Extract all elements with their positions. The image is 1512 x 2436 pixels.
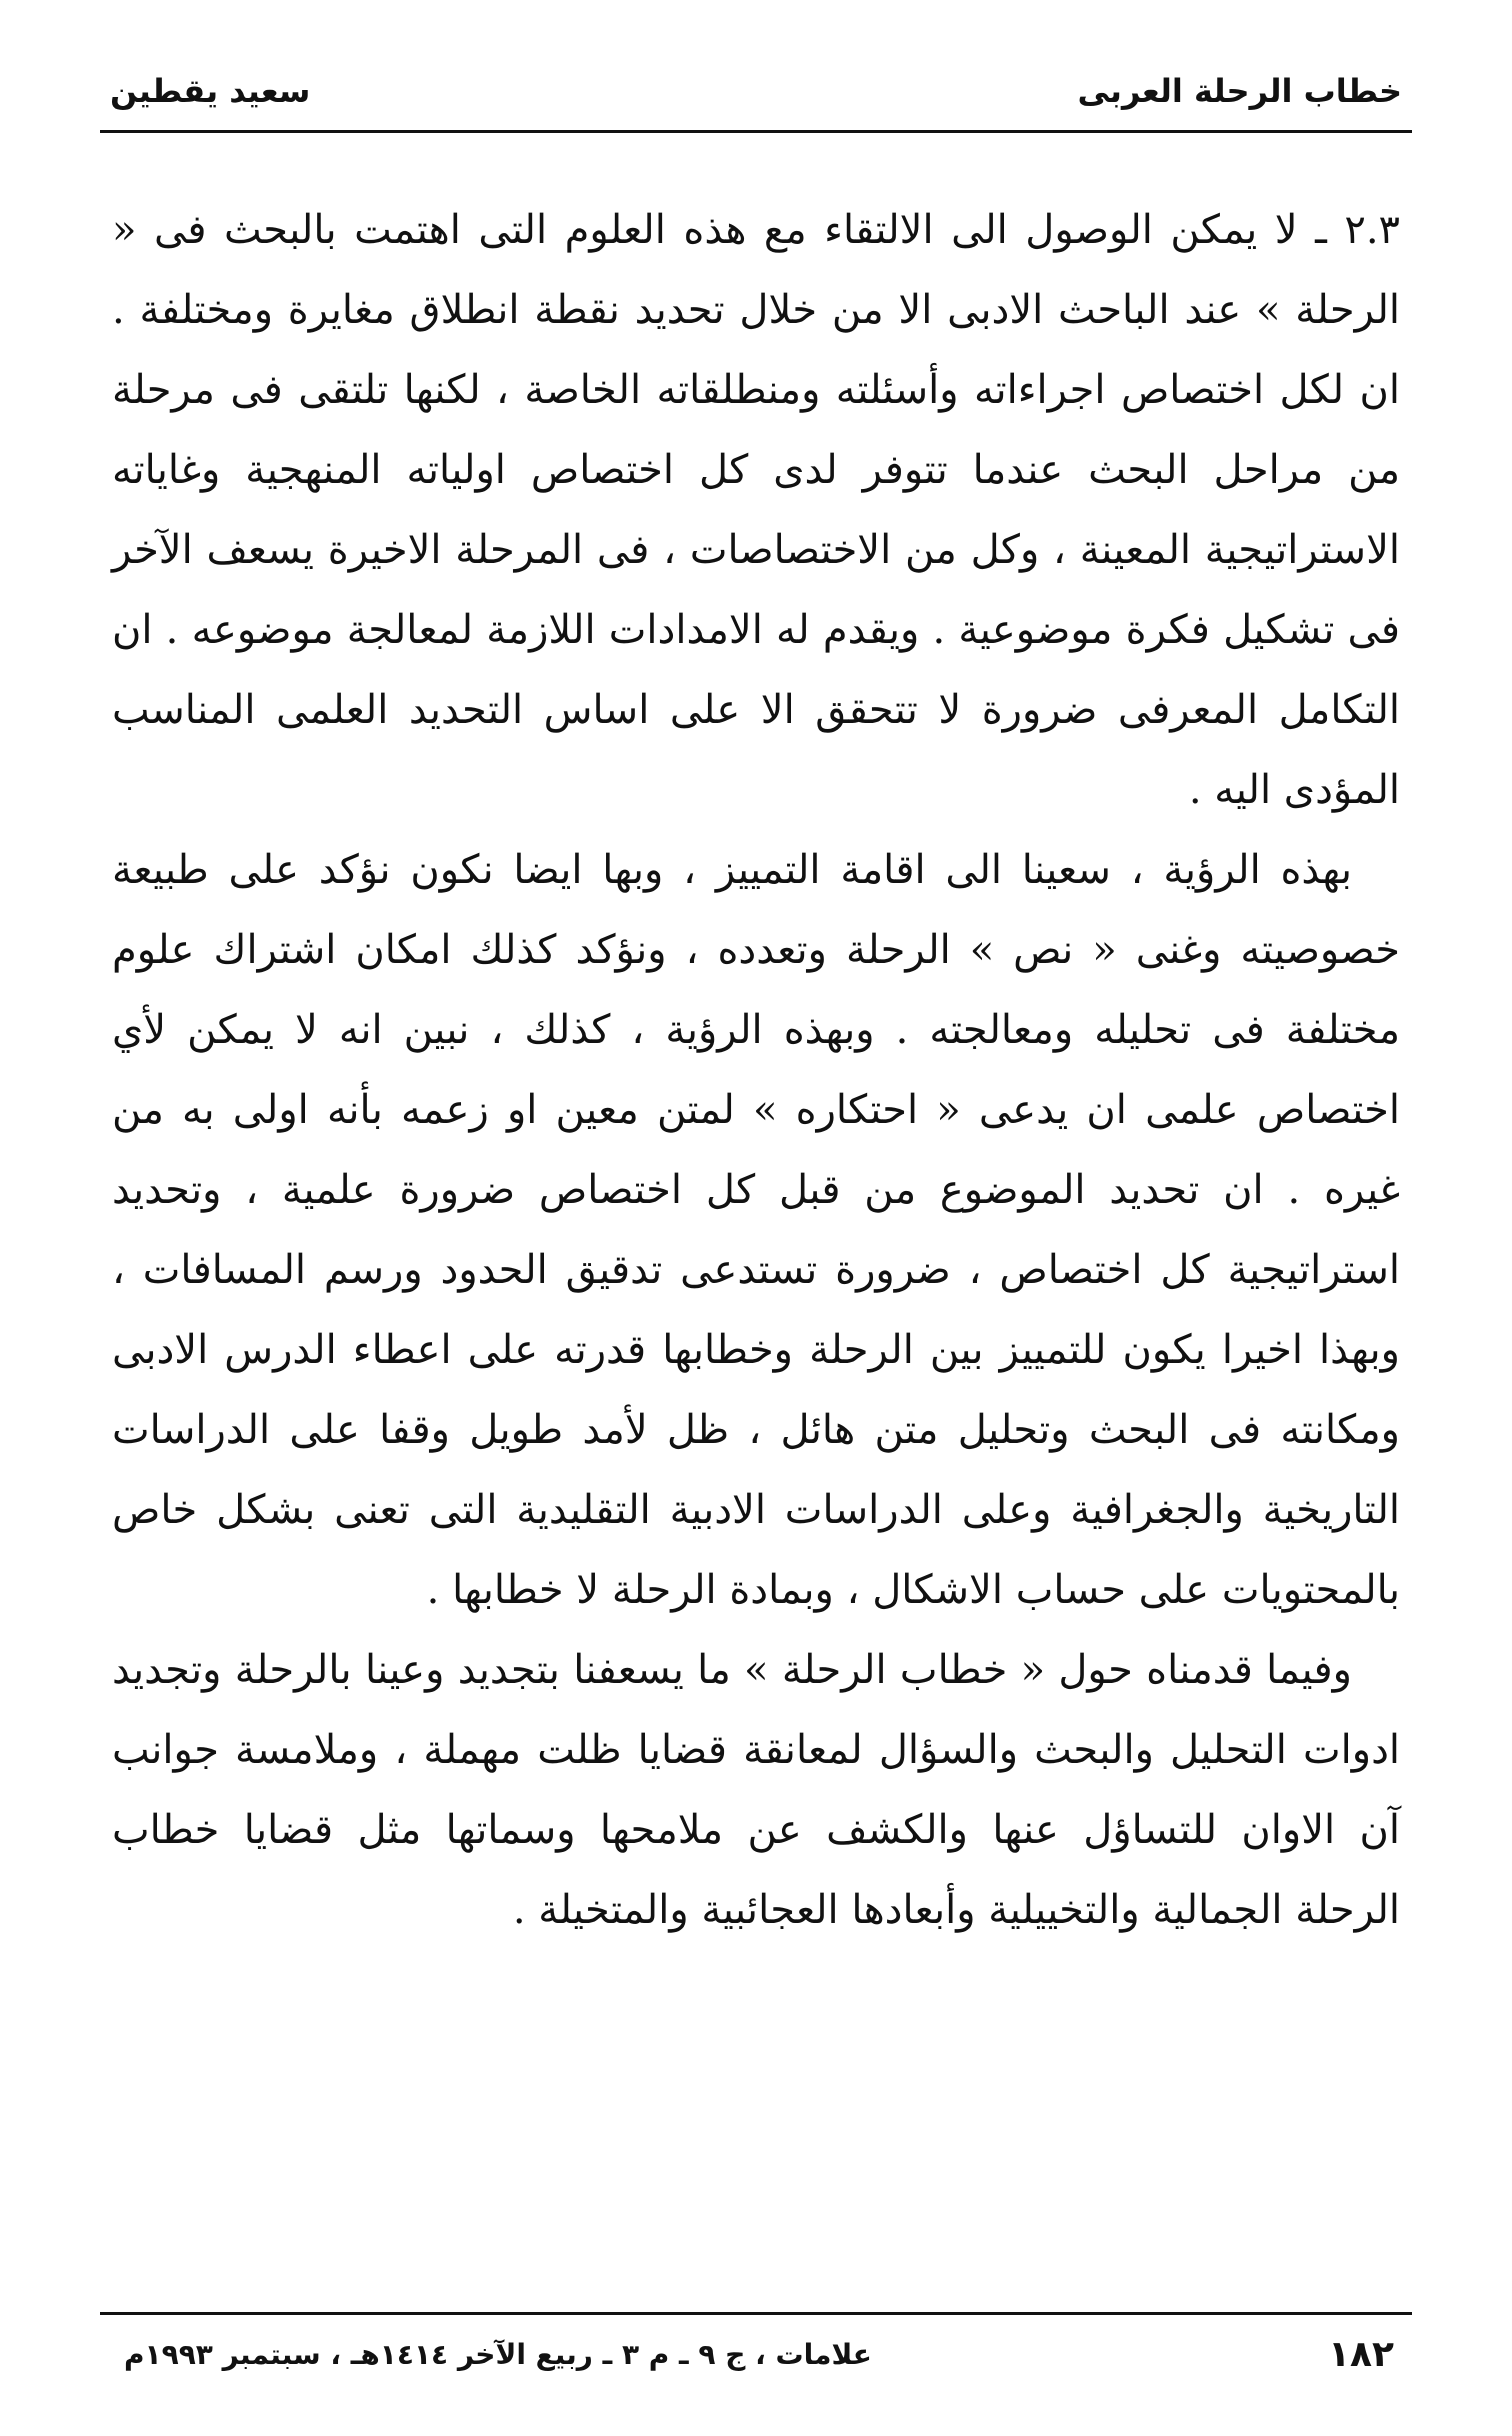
journal-citation: علامات ، ج ٩ ـ م ٣ ـ ربيع الآخر ١٤١٤هـ ، سبتمبر ١٩٩٣م <box>124 2338 872 2371</box>
article-body <box>112 190 1400 1950</box>
page-number: ١٨٢ <box>1328 2334 1394 2375</box>
header-rule <box>100 130 1412 133</box>
paragraph-section-2-3: ٢.٣ ـ لا يمكن الوصول الى الالتقاء مع هذه العلوم التى اهتمت بالبحث فى « الرحلة » عند الباحث الادبى الا من خلال تحديد نقطة انطلاق مغايرة ومختلفة . ان لكل اختصاص اجراءاته وأسئلته ومنطلقاته الخاصة ، لكنها تلتقى فى مرحلة من مراحل البحث عندما تتوفر لدى كل اختصاص اولياته المنهجية وغاياته الاستراتيجية المعينة ، وكل من الاختصاصات ، فى المرحلة الاخيرة يسعف الآخر فى تشكيل فكرة موضوعية . ويقدم له الامدادات اللازمة لمعالجة موضوعه . ان التكامل المعرفى ضرورة لا تتحقق الا على اساس التحديد العلمى المناسب المؤدى اليه . <box>112 207 1401 813</box>
running-header-title: خطاب الرحلة العربى <box>1077 72 1402 110</box>
running-header-author: سعيد يقطين <box>110 72 311 110</box>
paragraph-conclusion: وفيما قدمناه حول « خطاب الرحلة » ما يسعفنا بتجديد وعينا بالرحلة وتجديد ادوات التحليل والبحث والسؤال لمعانقة قضايا ظلت مهملة ، وملامسة جوانب آن الاوان للتساؤل عنها والكشف عن ملامحها وسماتها مثل قضايا خطاب الرحلة الجمالية والتخييلية وأبعادها العجائبية والمتخيلة . <box>112 1647 1400 1933</box>
paragraph-vision: بهذه الرؤية ، سعينا الى اقامة التمييز ، وبها ايضا نكون نؤكد على طبيعة خصوصيته وغنى « نص » الرحلة وتعدده ، ونؤكد كذلك امكان اشتراك علوم مختلفة فى تحليله ومعالجته . وبهذه الرؤية ، كذلك ، نبين انه لا يمكن لأي اختصاص علمى ان يدعى « احتكاره » لمتن معين او زعمه بأنه اولى به من غيره . ان تحديد الموضوع من قبل كل اختصاص ضرورة علمية ، وتحديد استراتيجية كل اختصاص ، ضرورة تستدعى تدقيق الحدود ورسم المسافات ، وبهذا اخيرا يكون للتمييز بين الرحلة وخطابها قدرته على اعطاء الدرس الادبى ومكانته فى البحث وتحليل متن هائل ، ظل لأمد طويل وقفا على الدراسات التاريخية والجغرافية وعلى الدراسات الادبية التقليدية التى تعنى بشكل خاص بالمحتويات على حساب الاشكال ، وبمادة الرحلة لا خطابها . <box>112 847 1400 1613</box>
running-footer <box>100 2326 1412 2386</box>
running-header <box>100 62 1412 122</box>
footer-rule <box>100 2312 1412 2315</box>
